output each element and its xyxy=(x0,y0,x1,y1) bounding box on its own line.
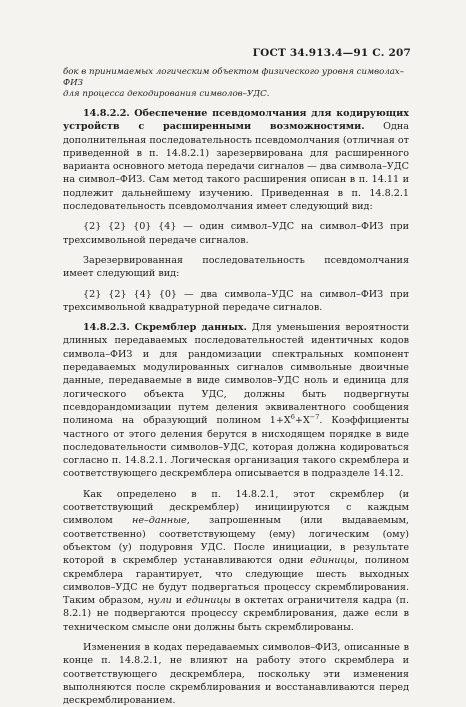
intro-line-1: бок в принимаемых логическим объектом физического уровня символах–ФИЗ xyxy=(63,67,405,88)
intro-line-2: для процесса декодирования символов–УДС. xyxy=(63,89,270,99)
section-text-before: Для уменьшения вероятности длинных передаваемых последовательностей идентичных кодов символа–ФИЗ и для рандомизации спектральных компонент передаваемых модулированных сигналов символьные двоичные данные, передаваемые в виде символов–УДС ноль и единица для логического объекта УДС, должны быть подвергнуты псевдорандомизации путем деления эквивалентного сообщения полинома на образующий полином 1+X xyxy=(63,322,409,427)
section-text-after: . Коэффициенты частного от этого деления берутся в нисходящем порядке в виде последовательности символов–УДС, которая должна кодироваться согласно п. 14.8.2.1. Логическая организация такого скремблера и соответствующего дескремблера описывается в подразделе 14.12. xyxy=(63,415,409,480)
sequence-1: {2} {2} {0} {4} — один символ–УДС на символ–ФИЗ при трехсимвольной передаче сигналов. xyxy=(63,221,409,246)
emphasis-ones: единицы xyxy=(186,595,231,607)
sequence-2: {2} {2} {4} {0} — два символа–УДС на символ–ФИЗ при трехсимвольной квадратурной передаче сигналов. xyxy=(63,288,409,313)
text-run: Как определено в п. 14.8.2.1, этот скремблер (и соответствующий дескремблер) инициируются с каждым символом xyxy=(63,488,409,527)
section-text: Одна дополнительная последовательность псевдомолчания (отличная от приведенной в п. 14.8.2.1) зарезервирована для расширенного варианта основного метода передачи сигналов — два символа–УДС на символ–ФИЗ. Сам метод такого расширения описан в п. 14.11 и подлежит дальнейшему изучению. Приведенная в п. 14.8.2.1 последовательность псевдомолчания имеет следующий вид: xyxy=(63,121,409,213)
final-paragraph: Изменения в кодах передаваемых символов–ФИЗ, описанные в конце п. 14.8.2.1, не влияют на работу этого скремблера и соответствующего дескремблера, поскольку эти изменения выполняются после скремблирования и восстанавливаются перед дескремблированием. xyxy=(63,641,409,707)
section-title: Скремблер данных. xyxy=(134,322,247,334)
emphasis-zeros: нули xyxy=(147,595,172,607)
text-run: и xyxy=(175,595,183,607)
emphasis-non-data: не–данные xyxy=(132,515,187,527)
section-number: 14.8.2.3. xyxy=(83,322,130,334)
formula-mid: +X xyxy=(294,415,310,427)
text-run: , полином скремблера гарантирует, что следующие шесть выходных символов–УДС не будут подвергаться процессу скремблирования. Таким образом, xyxy=(63,555,409,607)
intro-paragraph xyxy=(63,67,409,100)
section-number: 14.8.2.2. xyxy=(83,108,130,119)
scrambler-init-paragraph xyxy=(63,488,409,634)
text-run: в октетах ограничителя кадра (п. 8.2.1) не подвергаются процессу скремблирования, даже если в техническом смысле они должны быть скремблированы. xyxy=(63,595,409,633)
text-run: , запрошенным (или выдаваемым, соответственно) соответствующему (ему) логическим (ому) объектом (у) подуровня УДС. После инициации, в результате которой в скремблер устанавливаются одни xyxy=(63,515,409,567)
body-text xyxy=(63,67,409,707)
emphasis-ones: единицы xyxy=(310,555,355,567)
reserved-paragraph: Зарезервированная последовательность псевдомолчания имеет следующий вид: xyxy=(63,254,409,280)
section-14-8-2-2 xyxy=(63,107,409,213)
exponent-1: 6 xyxy=(290,413,295,422)
page-header: ГОСТ 34.913.4—91 С. 207 xyxy=(252,47,411,59)
exponent-2: −7 xyxy=(309,413,320,422)
section-title: Обеспечение псевдомолчания для кодирующих устройств с расширенными возможностями. xyxy=(63,108,409,133)
section-14-8-2-3 xyxy=(63,321,409,481)
